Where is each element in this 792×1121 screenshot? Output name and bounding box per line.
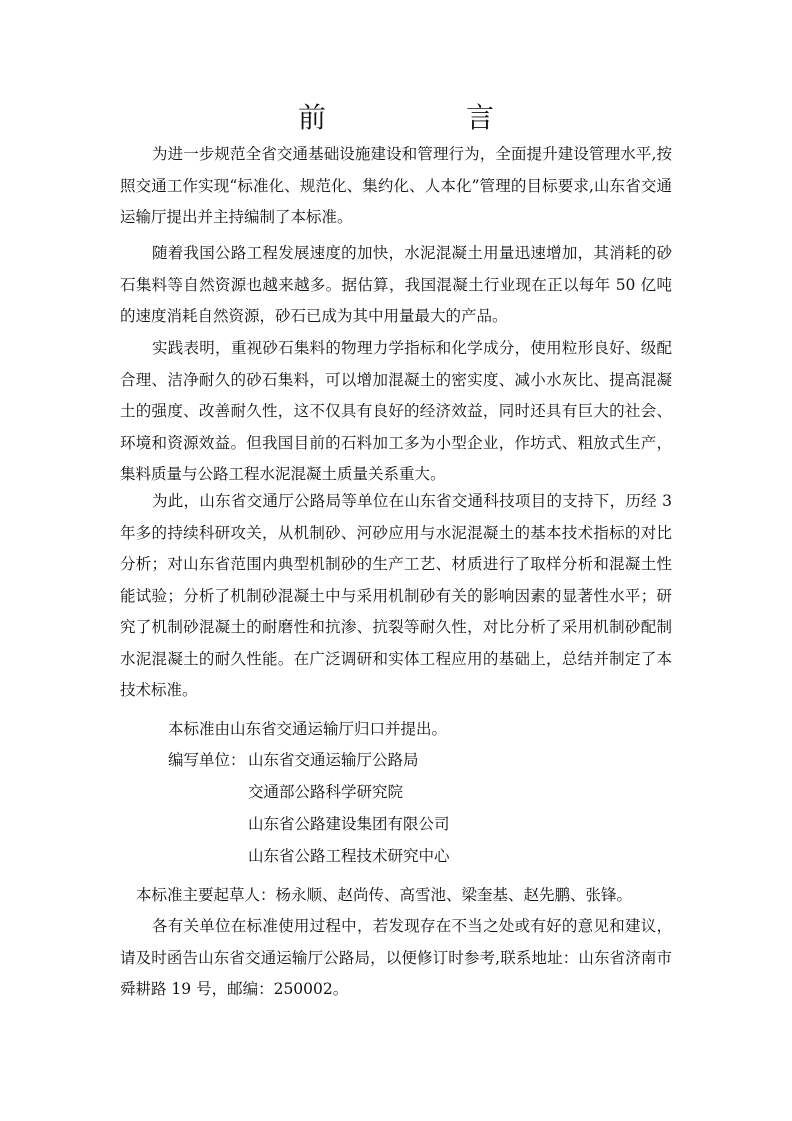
proposer-statement: 本标准由山东省交通运输厅归口并提出。 xyxy=(168,720,448,738)
drafting-unit-3: 山东省公路建设集团有限公司 xyxy=(248,815,450,833)
drafting-unit-1: 山东省交通运输厅公路局 xyxy=(248,751,419,769)
units-label: 编写单位： xyxy=(168,751,246,769)
feedback-paragraph: 各有关单位在标准使用过程中，若发现存在不当之处或有好的意见和建议，请及时函告山东省交通运输厅公路局，以便修订时参考,联系地址：山东省济南市舜耕路 19 号，邮编：250002。 xyxy=(120,917,672,998)
paragraph-purpose: 为进一步规范全省交通基础设施建设和管理行为，全面提升建设管理水平,按照交通工作实现“标准化、规范化、集约化、人本化”管理的目标要求,山东省交通运输厅提出并主持编制了本标准。 xyxy=(120,145,672,226)
paragraph-background: 随着我国公路工程发展速度的加快，水泥混凝土用量迅速增加，其消耗的砂石集料等自然资源也越来越多。据估算，我国混凝土行业现在正以每年 50 亿吨的速度消耗自然资源，砂石已成为其中用量最大的产品。 xyxy=(120,244,672,325)
drafting-unit-2: 交通部公路科学研究院 xyxy=(248,783,404,801)
page-title: 前 言 xyxy=(297,101,550,134)
paragraph-practice: 实践表明，重视砂石集料的物理力学指标和化学成分，使用粒形良好、级配合理、洁净耐久的砂石集料，可以增加混凝土的密实度、减小水灰比、提高混凝土的强度、改善耐久性，这不仅具有良好的经济效益，同时还具有巨大的社会、环境和资源效益。但我国目前的石料加工多为小型企业，作坊式、粗放式生产，集料质量与公路工程水泥混凝土质量关系重大。 xyxy=(120,339,672,483)
drafters-statement: 本标准主要起草人：杨永顺、赵尚传、高雪池、梁奎基、赵先鹏、张锋。 xyxy=(136,886,633,904)
drafting-unit-4: 山东省公路工程技术研究中心 xyxy=(248,847,450,865)
paragraph-research: 为此，山东省交通厅公路局等单位在山东省交通科技项目的支持下，历经 3 年多的持续科研攻关，从机制砂、河砂应用与水泥混凝土的基本技术指标的对比分析；对山东省范围内典型机制砂的生产工艺、材质进行了取样分析和混凝土性能试验；分析了机制砂混凝土中与采用机制砂有关的影响因素的显著性水平；研究了机制砂混凝土的耐磨性和抗渗、抗裂等耐久性，对比分析了采用机制砂配制水泥混凝土的耐久性能。在广泛调研和实体工程应用的基础上，总结并制定了本技术标准。 xyxy=(120,492,672,699)
